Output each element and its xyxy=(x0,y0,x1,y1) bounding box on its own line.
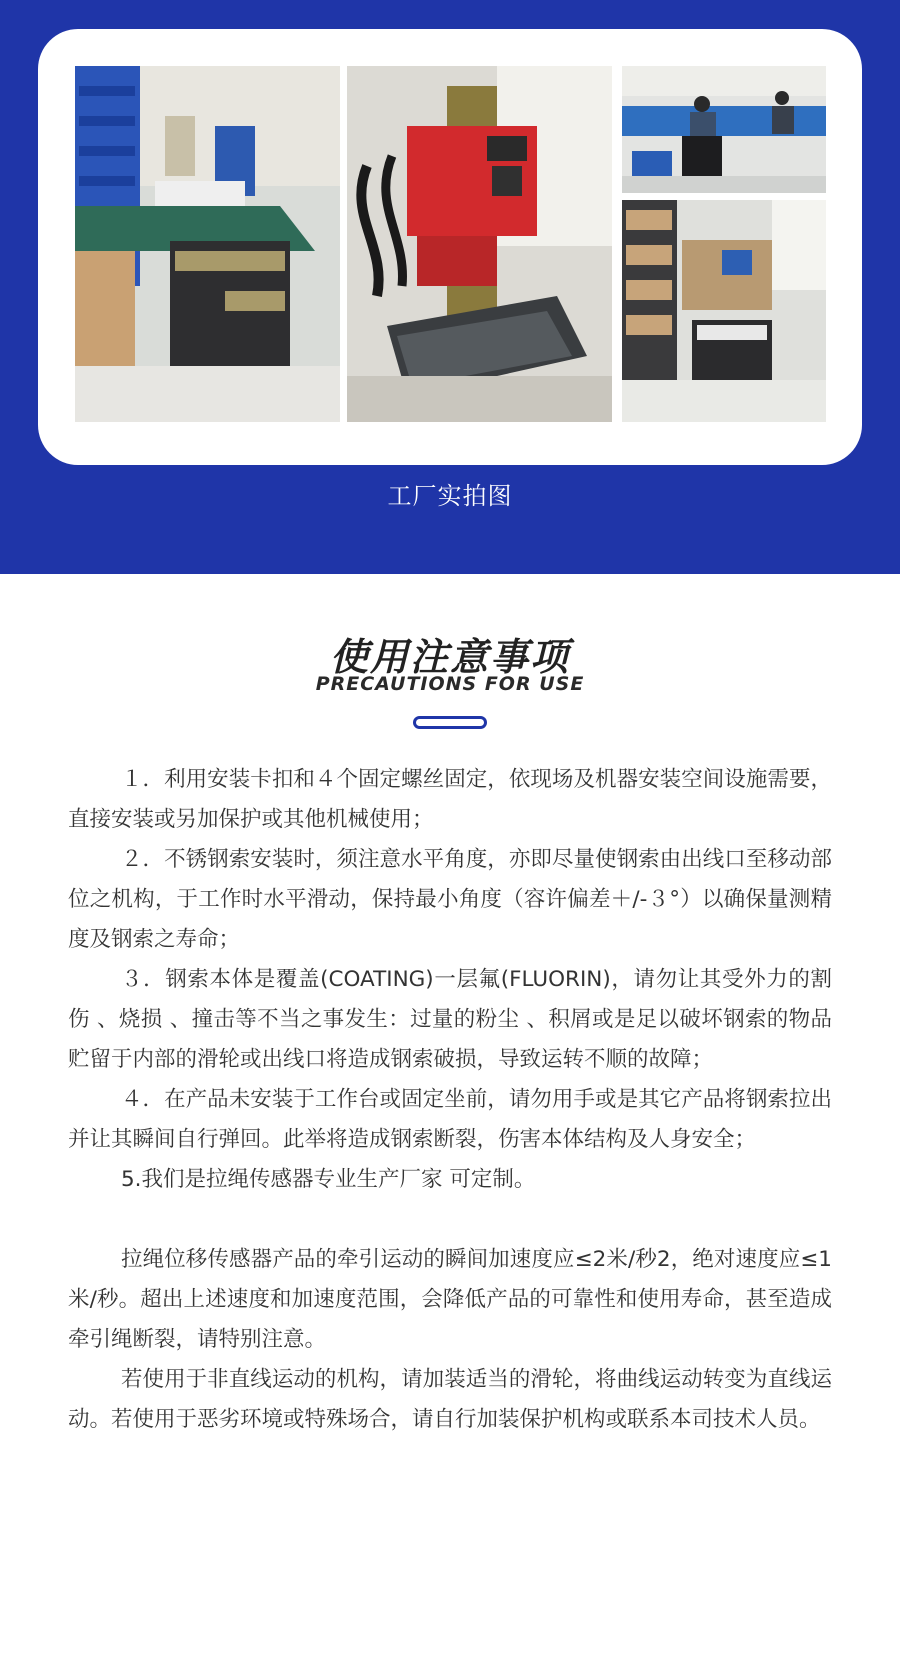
precaution-item: ２．不锈钢索安装时，须注意水平角度，亦即尽量使钢索由出线口至移动部位之机构，于工作时水平滑动，保持最小角度（容许偏差＋/-３°）以确保量测精度及钢索之寿命； xyxy=(68,847,832,952)
usage-note: 拉绳位移传感器产品的牵引运动的瞬间加速度应≤2米/秒2，绝对速度应≤1米/秒。超出上述速度和加速度范围，会降低产品的可靠性和使用寿命，甚至造成牵引绳断裂，请特别注意。 xyxy=(68,1247,832,1352)
warehouse-workbench-photo xyxy=(75,66,340,422)
precaution-item: ３．钢索本体是覆盖(COATING)一层氟(FLUORIN)，请勿让其受外力的割伤 、烧损 、撞击等不当之事发生：过量的粉尘 、积屑或是足以破坏钢索的物品贮留于内部的滑轮或出线口将造成钢索破损，导致运转不顺的故障； xyxy=(68,967,832,1072)
storage-shelves-photo xyxy=(622,200,826,422)
title-divider-pill xyxy=(413,716,487,729)
section-subtitle: PRECAUTIONS FOR USE xyxy=(315,673,585,695)
precautions-body xyxy=(68,760,832,1440)
paragraph-gap xyxy=(68,1200,832,1240)
workers-assembly-photo xyxy=(622,66,826,193)
milling-machine-photo xyxy=(347,66,612,422)
section-title: 使用注意事项 xyxy=(329,635,570,679)
precaution-item: ４．在产品未安装于工作台或固定坐前，请勿用手或是其它产品将钢索拉出并让其瞬间自行弹回。此举将造成钢索断裂，伤害本体结构及人身安全； xyxy=(68,1087,832,1152)
usage-note: 若使用于非直线运动的机构，请加装适当的滑轮，将曲线运动转变为直线运动。若使用于恶劣环境或特殊场合，请自行加装保护机构或联系本司技术人员。 xyxy=(68,1367,832,1432)
precaution-item: 5.我们是拉绳传感器专业生产厂家 可定制。 xyxy=(121,1167,536,1192)
factory-photos-caption: 工厂实拍图 xyxy=(387,482,513,510)
precaution-item: １．利用安装卡扣和４个固定螺丝固定，依现场及机器安装空间设施需要，直接安装或另加保护或其他机械使用； xyxy=(68,767,832,832)
